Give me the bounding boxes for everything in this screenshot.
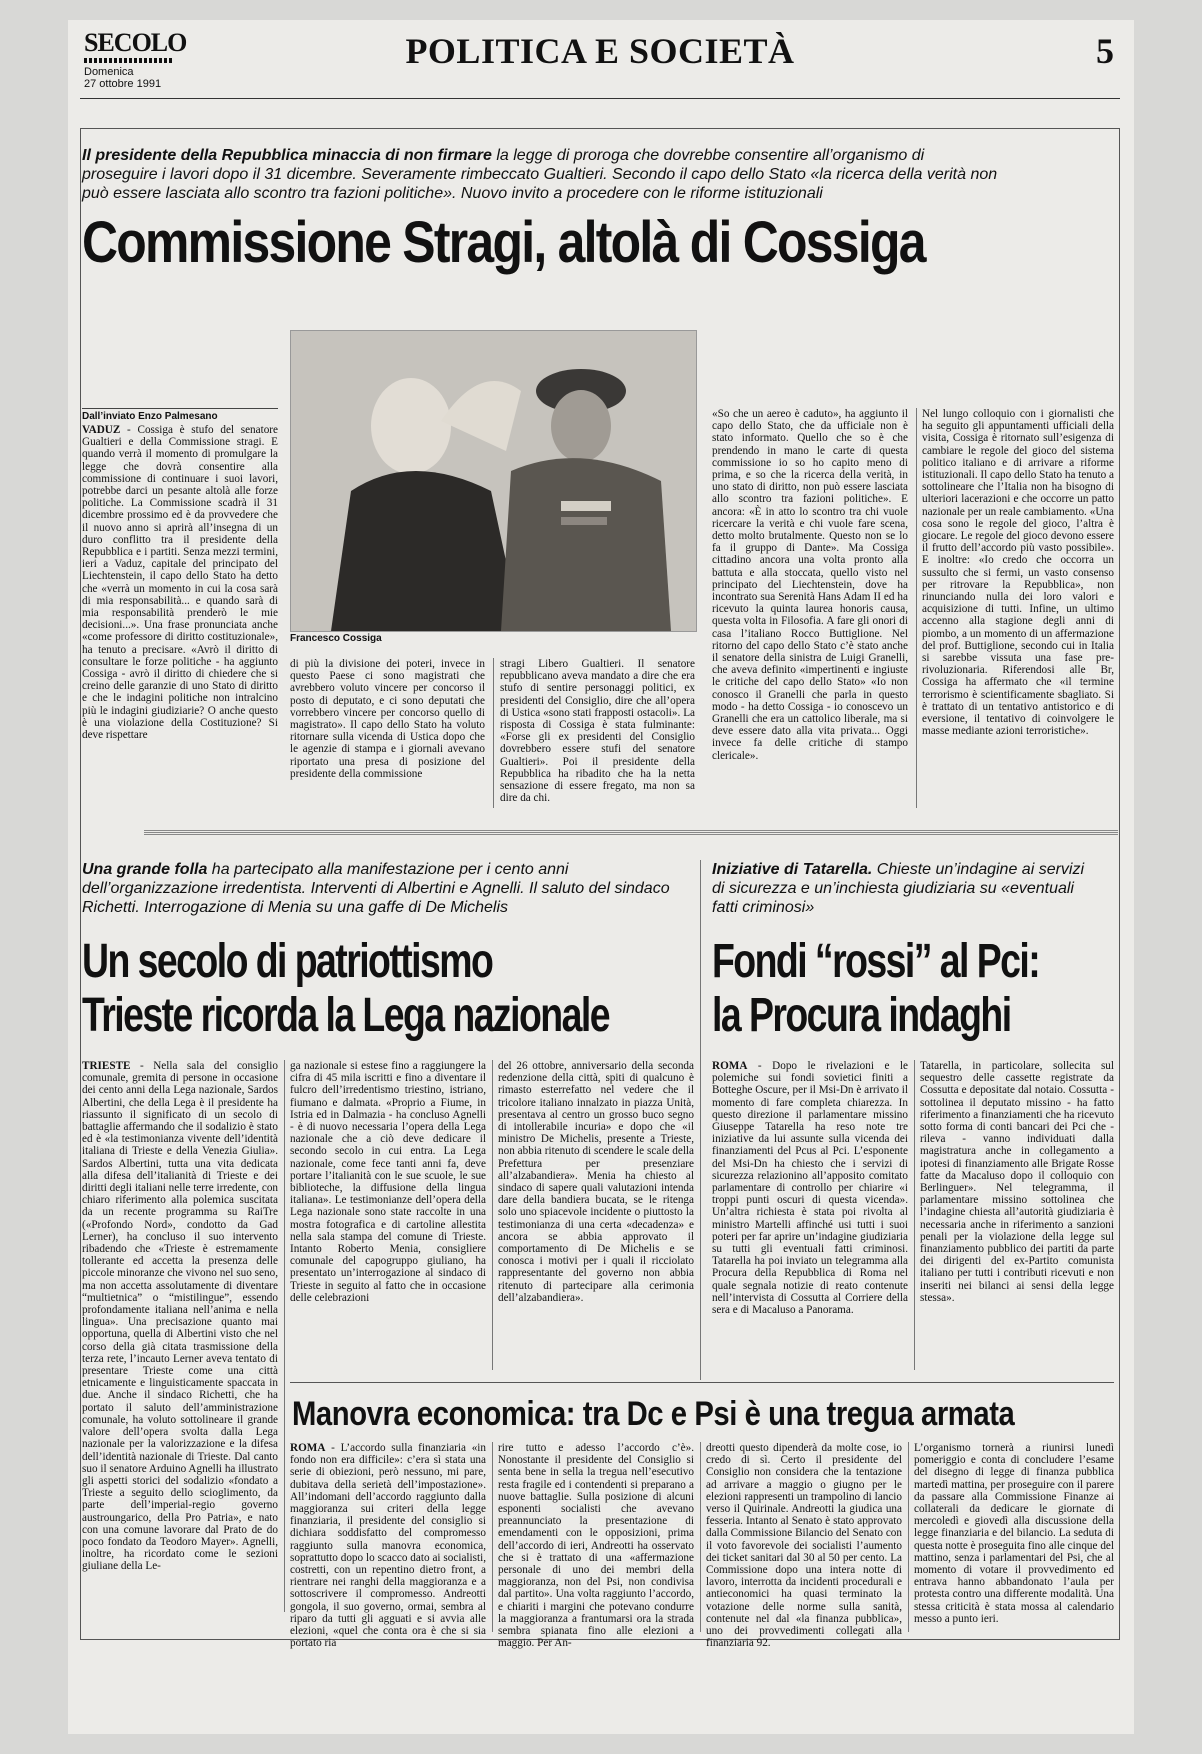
story4-column-3: dreotti questo dipenderà da molte cose, io credo di sì. Certo il presidente del Consiglio non considera che la tentazione ad arrivare a maggio o giugno per le elezioni rappresenti un trampolino di lancio verso il Quirinale. Andreotti la giudica una fesseria. Intanto al Senato è stato approvato dalla Commissione Bilancio del Senato con il voto favorevole dei socialisti l’aumento dei ticket sanitari dal 30 al 50 per cento. La Commissione dopo una intera notte di lavoro, interrotta da incidenti procedurali e antieconomici ha quasi terminato la votazione delle norme sulla sanità, contenute nel dal «la finanza pubblica», uno dei provvedimenti collegati alla finanziaria 92. bbox=[706, 1442, 902, 1650]
story4-column-1 bbox=[290, 1442, 486, 1650]
story1-column-1 bbox=[82, 424, 278, 808]
story3-headline-line2: la Procura indaghi bbox=[712, 989, 1011, 1042]
photo-caption: Francesco Cossiga bbox=[290, 633, 382, 644]
issue-date-text: 27 ottobre 1991 bbox=[84, 78, 162, 90]
story3-column-1 bbox=[712, 1060, 908, 1370]
column-divider bbox=[916, 408, 917, 808]
story2-column-2: ga nazionale si estese fino a raggiungere la cifra di 45 mila iscritti e fino a diventare il fulcro dell’irredentismo triestino, istriano, fiumano e dalmata. «Proprio a Fiume, in Istria ed in Dalmazia - ha concluso Agnelli - è di nuovo necessaria l’opera della Lega nazionale che a ciò deve dedicare il secondo secolo in cui entra. La Lega nazionale, come fece tanti anni fa, deve portare l’italianità con le sue scuole, le sue biblioteche, la diffusione della lingua italiana». Le testimonianze dell’opera della Lega nazionale sono state raccolte in una mostra fotografica e di cartoline allestita nella sala stampa del comune di Trieste. Intanto Roberto Menia, consigliere comunale del capogruppo giuliano, ha presentato un’interrogazione al sindaco di Trieste in seguito al fatto che in occasione delle celebrazioni bbox=[290, 1060, 486, 1304]
column-divider bbox=[493, 658, 494, 808]
story4-dateline: ROMA bbox=[290, 1442, 326, 1454]
story4-column-2: rire tutto e adesso l’accordo c’è». Nonostante il presidente del Consiglio si senta bene in sella la tregua nell’esecutivo resta fragile ed i contendenti si preparano a nuove battaglie. Sulla posizione di alcuni esponenti socialisti che avevano preannunciato la presentazione di emendamenti con le opposizioni, prima dell’accordo di ieri, Andreotti ha osservato che si è trattato di una «affermazione personale di uno dei membri della maggioranza, non del Psi, non condivisa dal partito». Una volta raggiunto l’accordo, e chiariti i margini che potevano condurre la maggioranza a frantumarsi ora la strada sembra spianata fino alle elezioni a maggio. Per An- bbox=[498, 1442, 694, 1650]
column-divider bbox=[700, 1442, 701, 1632]
story2-column-1 bbox=[82, 1060, 278, 1612]
story1-kicker-rest: la legge di proroga che dovrebbe consentire all’organismo di proseguire i lavori dopo il 31 dicembre. Severamente rimbeccato Gualtieri. Secondo il capo dello Stato «la ricerca della verità non può essere lasciata allo scontro tra fazioni politiche». Nuovo invito a procedere con le riforme istituzionali bbox=[82, 147, 998, 202]
story4-col1-text: - L’accordo sulla finanziaria «in fondo non era difficile»: c’era sì stata una serie di obiezioni, però nessuno, mi pare, dubitava della serietà dell’impostazione». All’indomani dell’accordo raggiunto dalla maggioranza sui criteri della legge finanziaria, il presidente del consiglio si dichiara soddisfatto del compromesso raggiunto sulla manovra economica, soprattutto dopo lo scacco dato ai socialisti, costretti, con un repentino dietro front, a rientrare nei ranghi della maggioranza e a sottoscrivere il compromesso. Andreotti gongola, il suo governo, ormai, sembra al riparo da tutti gli agguati e si avvia alle elezioni, «quel che conta ora è che si sia portato ria bbox=[290, 1442, 486, 1650]
story1-byline: Dall’inviato Enzo Palmesano bbox=[82, 408, 278, 422]
story1-col1-text: - Cossiga è stufo del senatore Gualtieri e della Commissione stragi. E quando verrà il momento di promulgare la legge che dovrà consentire alla commissione di continuare i suoi lavori, potrebbe darci un pesante altolà alle forze politiche. La Commissione scadrà il 31 dicembre prossimo ed è da provvedere che il nuovo anno si aprirà all’insegna di un duro conflitto tra il presidente della Repubblica e i partiti. Senza mezzi termini, ieri a Vaduz, capitale del principato del Liechtenstein, il capo dello Stato ha detto che «verrà un momento in cui la cosa sarà di mia responsabilità... e quando sarà di mia responsabilità prenderò le mie decisioni...». Una frase pronunciata anche «come professore di diritto costituzionale», ha tenuto a precisare. «Avrò il diritto di consultare le forze politiche - ha aggiunto Cossiga - avrò il diritto di chiedere che si creino delle garanzie di uno Stato di diritto e che le indagini politiche non intralcino più le indagini giudiziarie? O anche questo è una violazione della Costituzione? Si deve rispettare bbox=[82, 424, 278, 742]
column-divider bbox=[284, 1060, 285, 1612]
column-divider bbox=[492, 1060, 493, 1370]
story2-kicker bbox=[82, 860, 682, 917]
section-title: POLITICA E SOCIETÀ bbox=[405, 31, 795, 71]
story2-dateline: TRIESTE bbox=[82, 1060, 131, 1072]
masthead bbox=[80, 24, 1120, 94]
cossiga-photo bbox=[290, 330, 697, 632]
story1-headline: Commissione Stragi, altolà di Cossiga bbox=[82, 210, 925, 275]
story3-kicker-rest: Chieste un’indagine ai servizi di sicurezza e un’inchiesta giudiziaria su «eventuali fatti criminosi» bbox=[712, 861, 1085, 916]
column-divider bbox=[914, 1060, 915, 1370]
section-separator-band bbox=[144, 829, 1118, 835]
story3-col1-text: - Dopo le rivelazioni e le polemiche sui fondi sovietici finiti a Botteghe Oscure, per il Msi-Dn è arrivato il momento di fare completa chiarezza. In questo direzione il parlamentare missino Giuseppe Tatarella ha reso note tre iniziative da lui assunte sulla vicenda dei finanziamenti del Pcus al Pci. L’esponente del Msi-Dn ha chiesto che i servizi di sicurezza relazionino all’apposito comitato parlamentare di controllo per chiarire «i troppi punti oscuri di questa vicenda». Un’altra richiesta è stata poi rivolta al ministro Martelli affinché usi tutti i suoi poteri per far aprire un’indagine giudiziaria su tutti gli eventuali fatti criminosi. Tatarella ha poi inviato un telegramma alla Procura della Repubblica di Roma nel quale segnala notizie di reato contenute nell’intervista di Cossutta al Corriere della sera e di Macaluso a Panorama. bbox=[712, 1060, 908, 1317]
story-divider bbox=[700, 860, 701, 1380]
column-divider bbox=[908, 1442, 909, 1632]
story3-kicker bbox=[712, 860, 1092, 917]
issue-day: Domenica bbox=[84, 66, 134, 78]
story3-headline-line1: Fondi “rossi” al Pci: bbox=[712, 935, 1040, 988]
story2-column-3: del 26 ottobre, anniversario della seconda redenzione della città, spiti di qualcuno è rimasto esterrefatto nel vedere che il tricolore italiano innalzato in piazza Unità, presentava al centro un grosso buco segno di intollerabile incuria» e dopo che «il ministro De Michelis, presente a Trieste, non abbia ritenuto di scendere le scale della Prefettura per presenziare all’alzabandiera». Menia ha chiesto al sindaco di sapere quali valutazioni intenda dare della bandiera bucata, se le ritenga solo uno spiacevole incidente o piuttosto la testimonianza di una certa «decadenza» e ancora se abbia approvato il comportamento di De Michelis e se conosca i motivi per i quali il ricciolato rappresentante del governo non abbia ritenuto di partecipare alla cerimonia dell’alzabandiera». bbox=[498, 1060, 694, 1304]
story2-col1-text: - Nella sala del consiglio comunale, gremita di persone in occasione dei cento anni della Lega nazionale, Sardos Albertini, che della Lega è il presidente ha riassunto il significato di un secolo di battaglie affermando che il sodalizio è stato ed è «la testimonianza vivente dell’identità italiana di Trieste e della Venezia Giulia». Sardos Albertini, tutta una vita dedicata alla difesa dell’italianità di Trieste e dei diritti degli italiani nelle terre irredente, con chiaro riferimento alla polemica suscitata da un recente programma su RaiTre («Profondo Nord», condotto da Gad Lerner), ha concluso il suo intervento ribadendo che «Trieste è estremamente tollerante ed accetta la presenza delle piccole minoranze che vivono nel suo seno, ma non accetta assolutamente di diventare “multietnica” o “mistilingue”, essendo profondamente italiana nell’anima e nella lingua». Una precisazione quanto mai opportuna, quella di Albertini visto che nel corso della già citata trasmissione della terza rete, l’incauto Lerner aveva tentato di presentare Trieste come una città etnicamente e linguisticamente spaccata in due. Anche il sindaco Richetti, che ha portato il saluto dell’amministrazione comunale, ha voluto sottolineare il grande valore dell’opera svolta dalla Lega nazionale per la valorizzazione e la difesa dell’identità nazionale di Trieste. Dal canto suo il senatore Arduino Agnelli ha illustrato gli aspetti storici del sodalizio «fondato a Trieste a seguito dello scioglimento, da parte dell’imperial-regio governo austroungarico, della Pro Patria», e nato con una comune lavorare dal Prato de do poco fondato da Teodoro Mayer». Agnelli, inoltre, ha ricordato come le sezioni giuliane della Le- bbox=[82, 1060, 279, 1573]
story1-column-3: stragi Libero Gualtieri. Il senatore repubblicano aveva mandato a dire che era stufo di sentire personaggi politici, ex presidenti del Consiglio, dire che all’opera di Ustica «sono stati frapposti ostacoli». La risposta di Cossiga è stata fulminante: «Forse gli ex presidenti del Consiglio dovrebbero essere stufi del senatore Gualtieri». Poi il presidente della Repubblica ha ribadito che ha la netta sensazione di essere fregato, ma non sa dire da chi. bbox=[500, 658, 695, 805]
masthead-rule bbox=[80, 98, 1120, 99]
story3-column-2: Tatarella, in particolare, sollecita sul sequestro delle cassette registrate da Cossutta e depositate dal notaio. Cossutta - sottolinea il deputato missino - ha fatto riferimento a finanziamenti che ha ricevuto sotto forma di conti bancari dei Pci che - rileva - vanno individuati dalla magistratura anche in collegamento a ipotesi di finanziamento alle Brigate Rosse fatte da Macaluso dopo il colloquio con Berlinguer». Nel telegramma, il parlamentare missino sottolinea che l’indagine chiesta all’autorità giudiziaria è necessaria anche in riferimento a sanzioni penali per la violazione della legge sul finanziamento pubblico dei partiti da parte dei dirigenti del ex-Partito comunista italiano per tutti i contributi ricevuti e non inseriti nei bilanci ai sensi della legge stessa». bbox=[920, 1060, 1114, 1304]
story2-kicker-bold: Una grande folla bbox=[82, 861, 208, 878]
story3-dateline: ROMA bbox=[712, 1060, 748, 1072]
story1-dateline: VADUZ bbox=[82, 424, 121, 436]
story4-top-rule bbox=[290, 1382, 1114, 1383]
page-number: 5 bbox=[1096, 31, 1114, 71]
story1-column-2: di più la divisione dei poteri, invece in questo Paese ci sono magistrati che avrebbero voluto vincere per concorso il posto di deputato, e ci sono deputati che vorrebbero vincere per concorso quello di magistrato». Il capo dello Stato ha voluto ritornare sulla vicenda di Ustica dopo che le agenzie di stampa e i giornali avevano riportato una presa di posizione del presidente della commissione bbox=[290, 658, 485, 780]
story1-kicker bbox=[82, 146, 1002, 203]
story4-headline: Manovra economica: tra Dc e Psi è una tregua armata bbox=[292, 1395, 1015, 1433]
story1-kicker-bold: Il presidente della Repubblica minaccia di non firmare bbox=[82, 147, 492, 164]
story2-kicker-rest: ha partecipato alla manifestazione per i cento anni dell’organizzazione irredentista. Interventi di Albertini e Agnelli. Il saluto del sindaco Richetti. Interrogazione di Menia su una gaffe di De Michelis bbox=[82, 861, 670, 916]
column-divider bbox=[492, 1442, 493, 1632]
story1-column-4: «So che un aereo è caduto», ha aggiunto il capo dello Stato, che da ufficiale non è stato informato. Quello che so è che prendendo in mano le carte di questa commissione io so ho capito meno di prima, e so che la ricerca della verità, in uno stato di diritto, non può essere lasciata allo scontro tra fazioni politiche». E ancora: «È in atto lo scontro tra chi vuole ricercare la verità e chi vuole fare scena, detto molto brutalmente. Questo non se lo fa il gruppo di Dante». Ma Cossiga cittadino ancora una volta pronto alla battuta e alla stoccata, quello visto nel principato del Liechtenstein, dove ha incontrato sua Serenità Hans Adam II ed ha ricevuto la quinta laurea honoris causa, questa volta in Filosofia. A fare gli onori di casa l’italiano Rocco Buttiglione. Nel ritorno del capo dello Stato c’è stato anche il senatore della sinistra de Luigi Granelli, che aveva definito «impertinenti e ingiuste le critiche del capo dello Stato» «Io non conosco il Granelli che parla in questo modo - ha detto Cossiga - io conoscevo un Granelli che era un cattolico liberale, ma si deve essere dato alla vita privata... Oggi invece fa delle critiche di stampo clericale». bbox=[712, 408, 908, 762]
story1-column-5: Nel lungo colloquio con i giornalisti che ha seguito gli appuntamenti ufficiali della visita, Cossiga è ritornato sull’esigenza di cambiare le regole del gioco del sistema politico italiano e di arrivare a riforme istituzionali. Il capo dello Stato ha tenuto a sottolineare che l’Italia non ha bisogno di ulteriori lacerazioni e che occorre un patto nazionale per un reale cambiamento. «Una cosa sono le regole del gioco, l’altra è giocare. Le regole del gioco devono essere il frutto dell’accordo più vasto possibile». E inoltre: «Io credo che occorra un sussulto che si fermi, un vasto consenso per ritrovare la Repubblica», non rinunciando nulla dei loro valori e acquisizione di tutti. Infine, un ultimo accenno alla stagione degli anni di piombo, a un momento di un affermazione del prof. Buttiglione, secondo cui in Italia si sarebbe vissuta una fase pre-rivoluzionaria. Riferendosi alle Br, Cossiga ha affermato che «il termine terrorismo è scientificamente sbagliato. Si è trattato di un tentativo antistorico e di eversione, il tentativo di coinvolgere le masse mediante azioni terroristiche». bbox=[922, 408, 1115, 738]
story2-headline-line1: Un secolo di patriottismo bbox=[82, 935, 493, 988]
newspaper-logo: SECOLO bbox=[84, 28, 187, 57]
story3-kicker-bold: Iniziative di Tatarella. bbox=[712, 861, 873, 878]
story4-column-4: L’organismo tornerà a riunirsi lunedì pomeriggio e conta di concludere l’esame del disegno di legge di finanza pubblica martedì mattina, per proseguire con il parere da passare alla Commissione Finanze ai collaterali da dedicare le giornate di mercoledì e giovedì alla discussione della legge finanziaria e del bilancio. La seduta di questa notte è proseguita fino alle cinque del mattino, senza i parlamentari del Psi, che al momento di votare il provvedimento ed entrava hanno abbandonato l’aula per protesta contro una differente modalità. Una stessa criticità è stata mossa al calendario messo a punto ieri. bbox=[914, 1442, 1114, 1625]
photo-illustration bbox=[291, 331, 696, 631]
story2-headline-line2: Trieste ricorda la Lega nazionale bbox=[82, 989, 609, 1042]
